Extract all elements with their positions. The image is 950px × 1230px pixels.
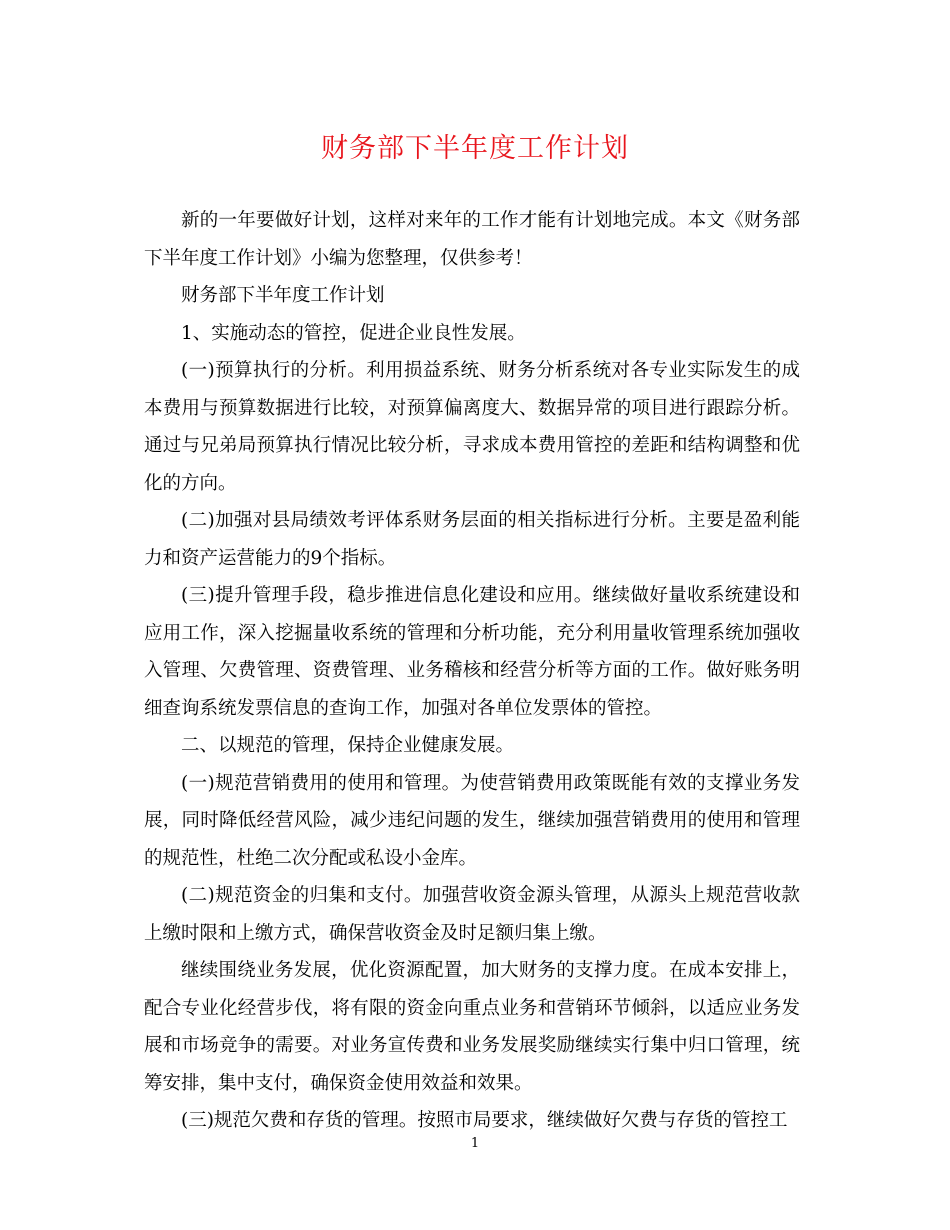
page-number: 1 — [470, 1136, 480, 1151]
paragraph-resource-allocation: 继续围绕业务发展，优化资源配置，加大财务的支撑力度。在成本安排上，配合专业化经营步伐，将有限的资金向重点业务和营销环节倾斜，以适应业务发展和市场竞争的需要。对业务宣传费和业务发展奖励继续实行集中归口管理，统筹安排，集中支付，确保资金使用效益和效果。 — [144, 960, 800, 1094]
subitem-funds-collection: (二)规范资金的归集和支付。加强营收资金源头管理，从源头上规范营收款上缴时限和上缴方式，确保营收资金及时足额归集上缴。 — [144, 885, 800, 944]
document-body — [144, 202, 800, 1140]
section-heading: 财务部下半年度工作计划 — [181, 285, 385, 306]
subitem-marketing-expenses: (一)规范营销费用的使用和管理。为使营销费用政策既能有效的支撑业务发展，同时降低经营风险，减少违纪问题的发生，继续加强营销费用的使用和管理的规范性，杜绝二次分配或私设小金库。 — [144, 772, 800, 869]
item-heading-1: 1、实施动态的管控，促进企业良性发展。 — [181, 322, 526, 344]
subitem-arrears-inventory: (三)规范欠费和存货的管理。按照市局要求，继续做好欠费与存货的管控工 — [181, 1110, 788, 1131]
subitem-budget-analysis: (一)预算执行的分析。利用损益系统、财务分析系统对各专业实际发生的成本费用与预算数据进行比较，对预算偏离度大、数据异常的项目进行跟踪分析。通过与兄弟局预算执行情况比较分析，寻求成本费用管控的差距和结构调整和优化的方向。 — [144, 360, 800, 494]
subitem-performance-indicators: (二)加强对县局绩效考评体系财务层面的相关指标进行分析。主要是盈利能力和资产运营能力的9个指标。 — [144, 510, 800, 569]
item-heading-2: 二、以规范的管理，保持企业健康发展。 — [181, 735, 515, 756]
subitem-informatization: (三)提升管理手段，稳步推进信息化建设和应用。继续做好量收系统建设和应用工作，深入挖掘量收系统的管理和分析功能，充分利用量收管理系统加强收入管理、欠费管理、资费管理、业务稽核和经营分析等方面的工作。做好账务明细查询系统发票信息的查询工作，加强对各单位发票体的管控。 — [144, 585, 800, 719]
intro-paragraph: 新的一年要做好计划，这样对来年的工作才能有计划地完成。本文《财务部下半年度工作计划》小编为您整理，仅供参考！ — [144, 210, 800, 269]
document-title: 财务部下半年度工作计划 — [321, 133, 629, 164]
